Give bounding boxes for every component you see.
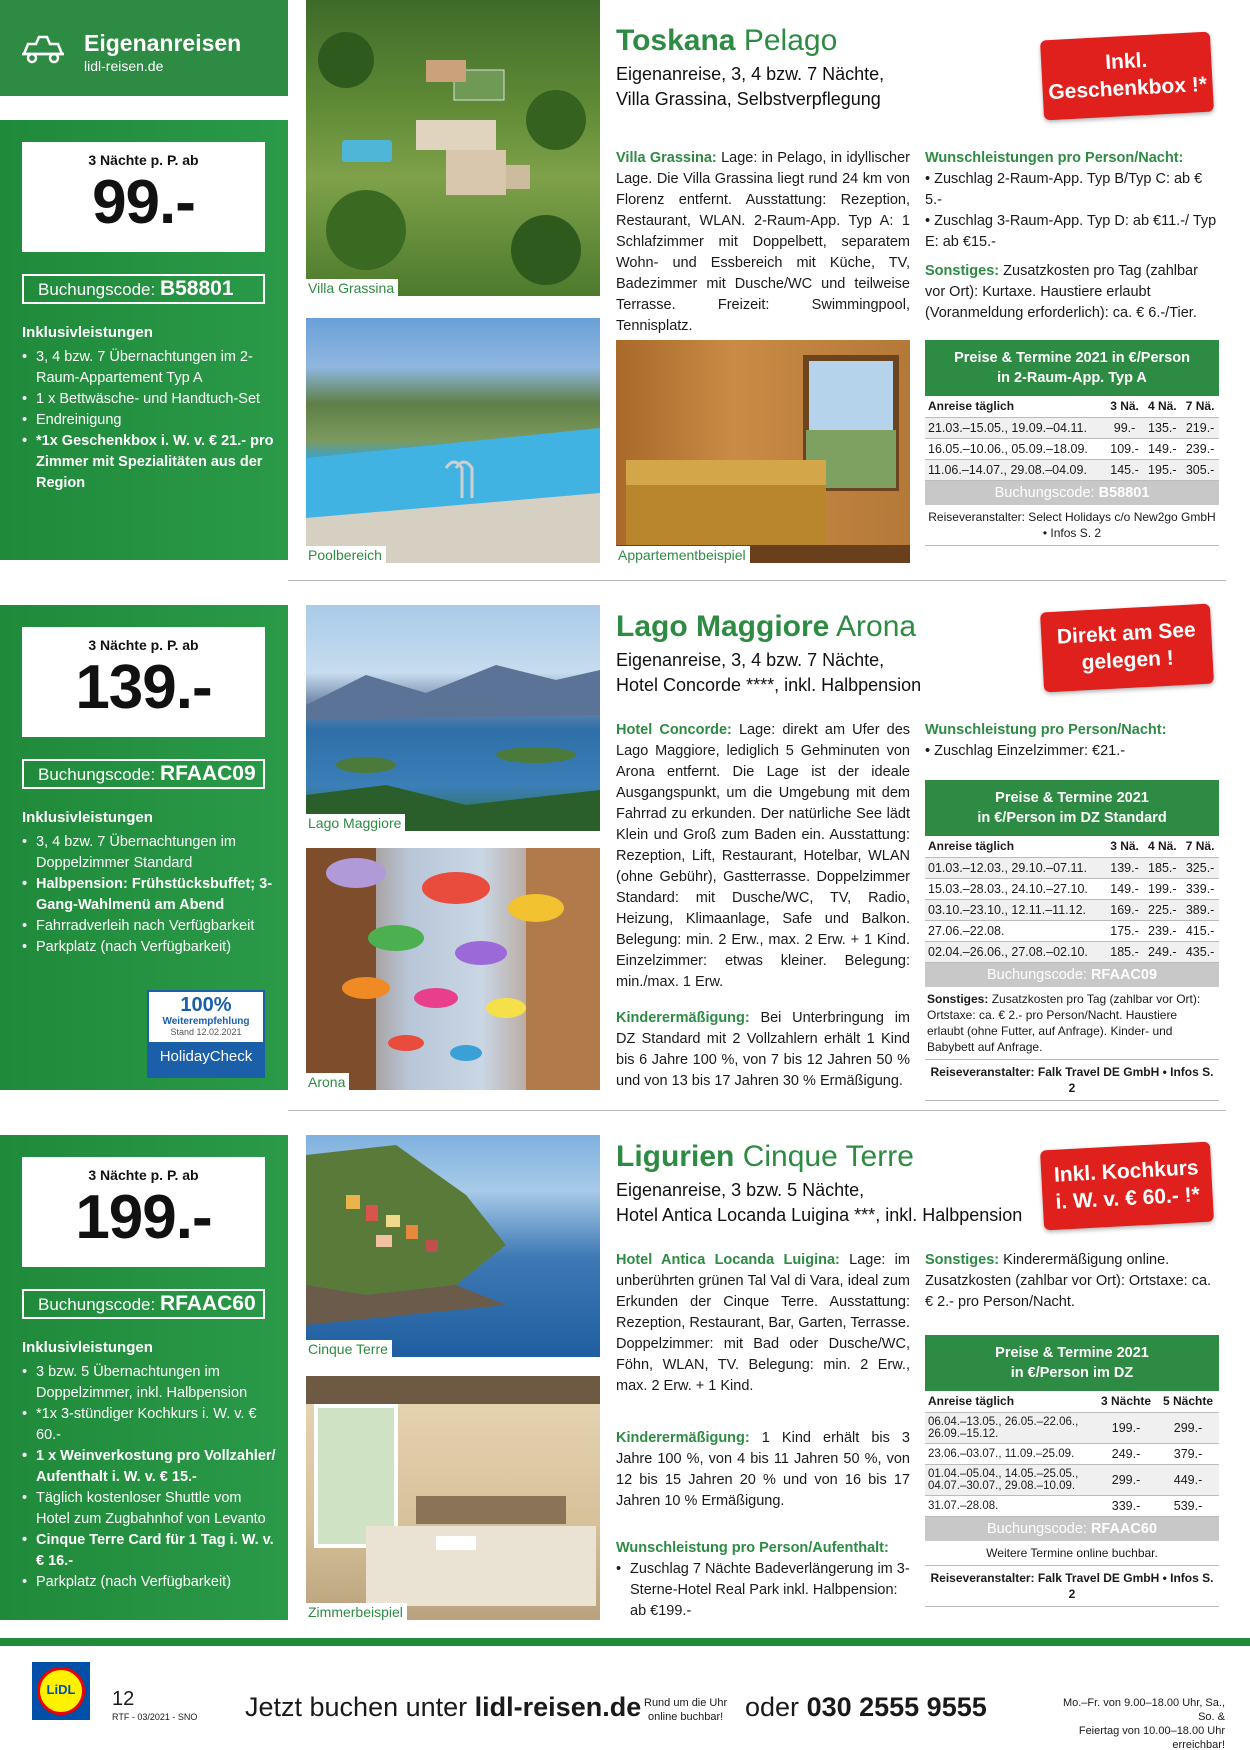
photo-zimmer (306, 1376, 600, 1620)
clock-line: online buchbar! (647, 1711, 724, 1723)
hc-brand: HolidayCheck (149, 1042, 263, 1076)
table-head: 7 Nä. (1181, 836, 1219, 857)
table-row (925, 1464, 1219, 1495)
table-cell: 415.- (1181, 920, 1219, 941)
table-head: 4 Nä. (1143, 396, 1181, 417)
offer-1-sidebar (0, 120, 288, 560)
price-table-header (925, 780, 1219, 836)
offer-2-sidebar (0, 605, 288, 1090)
offer-3-sidebar (0, 1135, 288, 1620)
price-table (925, 396, 1219, 481)
organizer: Reiseveranstalter: Falk Travel DE GmbH • Infos S. 2 (925, 1060, 1219, 1101)
table-row (925, 438, 1219, 459)
photo-lago-maggiore (306, 605, 600, 831)
wish-text: Zuschlag 3-Raum-App. Typ D: ab €11.-/ Typ E: ab €15.- (925, 213, 1217, 250)
extras-text: Zusatzkosten pro Tag (zahlbar vor Ort): Ortstaxe: ca. € 2.- pro Person/Nacht. Haustiere erlaubt (ohne Futter, auf Anfrage). Kinder- und Babybett auf Anfrage. (927, 991, 1201, 1054)
table-cell: 219.- (1181, 417, 1219, 438)
villa-aerial-illustration (306, 0, 600, 296)
footer-hours (1050, 1696, 1225, 1750)
table-cell: 11.06.–14.07., 29.08.–04.09. (925, 459, 1106, 480)
price-value: 139.- (75, 653, 212, 722)
lidl-logo (32, 1662, 90, 1720)
price-table-booking-code[interactable] (925, 963, 1219, 987)
booking-code-value: RFAAC09 (159, 762, 256, 785)
price-table-booking-code[interactable] (925, 1517, 1219, 1541)
extras-title: Sonstiges: (927, 991, 989, 1006)
price-table (925, 836, 1219, 963)
title-place: Arona (836, 610, 917, 643)
inclusion-item: • Fahrradverleih nach Verfügbarkeit (22, 916, 277, 937)
offer-3-badge (1040, 1142, 1214, 1231)
table-row (925, 941, 1219, 962)
or-label: oder (745, 1692, 800, 1722)
offer-3-title (616, 1140, 914, 1174)
inclusion-item: • Cinque Terre Card für 1 Tag i. W. v. € 16.- (22, 1530, 277, 1572)
inclusion-item: • Täglich kostenloser Shuttle vom Hotel zum Zugbahnhof von Levanto (22, 1488, 277, 1530)
inclusion-item: • Parkplatz (nach Verfügbarkeit) (22, 1572, 277, 1593)
table-head: 4 Nä. (1143, 836, 1181, 857)
offer-2-badge (1040, 604, 1214, 693)
table-cell: 195.- (1143, 459, 1181, 480)
table-head: 7 Nä. (1181, 396, 1219, 417)
wishes-title: Wunschleistung pro Person/Nacht: (925, 722, 1167, 738)
table-cell: 31.07.–28.08. (925, 1495, 1095, 1516)
table-head: Anreise täglich (925, 836, 1106, 857)
price-table-booking-code[interactable] (925, 481, 1219, 505)
offer-3-price-table (925, 1335, 1219, 1607)
offer-1-price-box (22, 142, 265, 252)
table-title-line: Preise & Termine 2021 in €/Person (954, 350, 1190, 366)
kids-heading: Kinderermäßigung: (616, 1010, 750, 1026)
badge-line: Direkt am See (1056, 618, 1197, 649)
extras (925, 987, 1219, 1060)
inclusion-item: • 3, 4 bzw. 7 Übernachtungen im 2-Raum-Appartement Typ A (22, 347, 277, 389)
footer-phone (745, 1692, 987, 1723)
photo-caption: Cinque Terre (306, 1340, 392, 1357)
table-cell: 225.- (1143, 899, 1181, 920)
page-number: 12 (112, 1688, 135, 1710)
footer-url[interactable]: lidl-reisen.de (474, 1692, 642, 1722)
hc-percent: 100% (180, 994, 232, 1016)
table-cell: 185.- (1143, 857, 1181, 878)
booking-code-label: Buchungscode: (38, 765, 156, 784)
photo-caption: Arona (306, 1073, 349, 1090)
offer-3-subtitle (616, 1178, 1022, 1228)
photo-caption: Zimmerbeispiel (306, 1603, 407, 1620)
footer-clock-note (644, 1696, 727, 1724)
price-label: 3 Nächte p. P. ab (88, 152, 199, 168)
table-row (925, 899, 1219, 920)
table-head: 3 Nä. (1106, 396, 1144, 417)
offer-1-price-table (925, 340, 1219, 546)
photo-caption: Appartementbeispiel (616, 546, 750, 563)
logo-text: LiDL (46, 1682, 76, 1697)
section-divider (288, 580, 1226, 581)
table-cell: 02.04.–26.06., 27.08.–02.10. (925, 941, 1106, 962)
extras-title: Sonstiges: (925, 263, 1000, 279)
offer-3-kids-discount (616, 1428, 910, 1512)
organizer: Reiseveranstalter: Falk Travel DE GmbH • Infos S. 2 (925, 1566, 1219, 1607)
phone-number[interactable]: 030 2555 9555 (806, 1692, 987, 1722)
coast-illustration (306, 1135, 600, 1357)
offer-2-inclusions (22, 807, 277, 958)
table-row (925, 878, 1219, 899)
table-cell: 135.- (1143, 417, 1181, 438)
booking-code-label: Buchungscode: (38, 280, 156, 299)
table-cell: 175.- (1106, 920, 1144, 941)
offer-2-price-box (22, 627, 265, 737)
description-text: Lage: im unberührten grünen Tal Val di Vara, ideal zum Erkunden der Cinque Terre. Ausstattung: Rezeption, Restaurant, Bar, Garten, Terrasse. Doppelzimmer: mit Bad oder Dusche/WC, Föhn, WLAN, TV. Belegung: min. 2 Erw., max. 2 Erw. + 1 Kind. (616, 1252, 910, 1394)
table-title-line: Preise & Termine 2021 (995, 1345, 1149, 1361)
wish-item: • Zuschlag 2-Raum-App. Typ B/Typ C: ab € 5.- (925, 171, 1203, 208)
offer-3-booking-code[interactable] (22, 1289, 265, 1319)
price-value: 99.- (92, 168, 195, 237)
brand-url[interactable]: lidl-reisen.de (84, 58, 164, 74)
table-cell: 239.- (1181, 438, 1219, 459)
booking-code-label: Buchungscode: (986, 966, 1087, 983)
wish-item: • Zuschlag 3-Raum-App. Typ D: ab €11.-/ Typ E: ab €15.- (925, 213, 1217, 250)
price-label: 3 Nächte p. P. ab (88, 1167, 199, 1183)
photo-cinque-terre (306, 1135, 600, 1357)
table-cell: 379.- (1157, 1443, 1219, 1464)
photo-arona (306, 848, 600, 1090)
table-row (925, 1443, 1219, 1464)
inclusion-item: • *1x Geschenkbox i. W. v. € 21.- pro Zimmer mit Spezialitäten aus der Region (22, 431, 277, 494)
subtitle-line: Hotel Concorde ****, inkl. Halbpension (616, 675, 922, 695)
description-text: Lage: direkt am Ufer des Lago Maggiore, lediglich 5 Gehminuten von Arona entfernt. Die Lage ist der ideale Ausgangspunkt, um die Umgebung mit dem Fahrrad zu erkunden. Der natürliche See lädt Klein und Groß zum Baden ein. Ausstattung: Rezeption, Lift, Restaurant, Hotelbar, WLAN (ohne Gebühr), Gastterrasse. Doppelzimmer Standard: mit Dusche/WC, TV, Radio, Heizung, Klimaanlage, Safe und Balkon. Belegung: min. 2 Erw., max. 2 Erw. + 1 Kind. Einzelzimmer: etwas kleiner. Belegung: min./max. 1 Erw. (616, 722, 911, 990)
extras-text: Kinderermäßigung online. Zusatzkosten (zahlbar vor Ort): Ortstaxe: ca. € 2.- pro Person/Nacht. (925, 1252, 1212, 1310)
offer-2-price-table (925, 780, 1219, 1101)
table-title-line: in €/Person im DZ Standard (977, 810, 1167, 826)
description-heading: Hotel Antica Locanda Luigina: (616, 1252, 840, 1268)
photo-pool (306, 318, 600, 563)
pool-illustration (306, 318, 600, 563)
inclusion-item: • 3 bzw. 5 Übernachtungen im Doppelzimmer, inkl. Halbpension (22, 1362, 277, 1404)
table-cell: 339.- (1181, 878, 1219, 899)
table-row (925, 857, 1219, 878)
book-label: Jetzt buchen unter (245, 1692, 468, 1722)
wish-item: • Zuschlag 7 Nächte Badeverlängerung im 3-Sterne-Hotel Real Park inkl. Halbpension: ab €199.- (616, 1561, 910, 1619)
booking-code-label: Buchungscode: (986, 1520, 1087, 1537)
wish-text: Zuschlag 2-Raum-App. Typ B/Typ C: ab € 5.- (925, 171, 1203, 208)
offer-1-badge (1040, 32, 1214, 121)
inclusions-title: Inklusivleistungen (22, 1339, 153, 1356)
table-title-line: Preise & Termine 2021 (995, 790, 1149, 806)
table-cell: 21.03.–15.05., 19.09.–04.11. (925, 417, 1106, 438)
extras-text: Zusatzkosten pro Tag (zahlbar vor Ort): Kurtaxe. Haustiere erlaubt (Voranmeldung erforderlich): ca. € 6.-/Tier. (925, 263, 1198, 321)
offer-1-description (616, 148, 910, 337)
price-table-header (925, 1335, 1219, 1391)
wishes-title: Wunschleistung pro Person/Aufenthalt: (616, 1540, 889, 1556)
offer-1-booking-code[interactable] (22, 274, 265, 304)
table-head: Anreise täglich (925, 396, 1106, 417)
title-place: Pelago (743, 24, 838, 57)
page-code: RTF - 03/2021 - SNO (112, 1712, 198, 1722)
car-icon (20, 32, 66, 66)
footer-rule (0, 1638, 1250, 1646)
inclusions-title: Inklusivleistungen (22, 809, 153, 826)
title-region: Lago Maggiore (616, 610, 830, 643)
extras (925, 261, 1219, 324)
booking-code-value: RFAAC60 (159, 1292, 256, 1315)
table-cell: 305.- (1181, 459, 1219, 480)
organizer: Reiseveranstalter: Select Holidays c/o New2go GmbH • Infos S. 2 (925, 505, 1219, 546)
table-cell: 99.- (1106, 417, 1144, 438)
bedroom-illustration (616, 340, 910, 563)
table-cell: 149.- (1106, 878, 1144, 899)
table-cell: 15.03.–28.03., 24.10.–27.10. (925, 878, 1106, 899)
table-cell: 249.- (1143, 941, 1181, 962)
extras-title: Sonstiges: (925, 1252, 1000, 1268)
kids-heading: Kinderermäßigung: (616, 1430, 750, 1446)
offer-1-title (616, 24, 837, 58)
title-region: Ligurien (616, 1140, 735, 1173)
table-title-line: in 2-Raum-App. Typ A (997, 370, 1147, 386)
table-cell: 109.- (1106, 438, 1144, 459)
offer-1-wishes (925, 148, 1219, 324)
photo-caption: Villa Grassina (306, 279, 398, 296)
table-cell: 249.- (1095, 1443, 1157, 1464)
wish-item: • Zuschlag Einzelzimmer: €21.- (925, 743, 1126, 759)
description-heading: Hotel Concorde: (616, 722, 732, 738)
wish-text: Zuschlag 7 Nächte Badeverlängerung im 3-Sterne-Hotel Real Park inkl. Halbpension: ab €199.- (630, 1561, 910, 1619)
table-row (925, 1495, 1219, 1516)
title-place: Cinque Terre (742, 1140, 914, 1173)
table-row (925, 920, 1219, 941)
booking-code-label: Buchungscode: (994, 484, 1095, 501)
table-row (925, 1412, 1219, 1443)
offer-1-inclusions (22, 322, 277, 494)
offer-3-price-box (22, 1157, 265, 1267)
table-title-line: in €/Person im DZ (1010, 1365, 1134, 1381)
booking-code-label: Buchungscode: (38, 1295, 156, 1314)
inclusion-item: • Parkplatz (nach Verfügbarkeit) (22, 937, 277, 958)
price-table (925, 1391, 1219, 1517)
offer-3-extras (925, 1250, 1219, 1313)
table-row (925, 459, 1219, 480)
hc-label: Weiterempfehlung (162, 1016, 250, 1027)
inclusion-item: • Halbpension: Frühstücksbuffet; 3-Gang-Wahlmenü am Abend (22, 874, 277, 916)
wish-text: Zuschlag Einzelzimmer: €21.- (934, 743, 1126, 759)
description-text: Lage: in Pelago, in idyllischer Lage. Die Villa Grassina liegt rund 24 km von Florenz entfernt. Ausstattung: Rezeption, Restaurant, WLAN. 2-Raum-App. Typ A: 1 Schlafzimmer mit Doppelbett, separatem Wohn- und Essbereich mit Küche, TV, Badezimmer mit Dusche/WC und teilweise Terrasse. Freizeit: Swimmingpool, Tennisplatz. (616, 150, 910, 334)
table-cell: 01.04.–05.04., 14.05.–25.05., 04.07.–30.07., 29.08.–10.09. (925, 1464, 1095, 1495)
table-cell: 03.10.–23.10., 12.11.–11.12. (925, 899, 1106, 920)
badge-line: Geschenkbox !* (1047, 72, 1208, 105)
kids-text: Bei Unterbringung im DZ Standard mit 2 Vollzahlern erhält 1 Kind bis 6 Jahre 100 %, von 7 bis 12 Jahren 50 % und von 13 bis 17 Jahren 30 % Ermäßigung. (616, 1010, 910, 1089)
booking-code-value: RFAAC09 (1090, 966, 1158, 983)
inclusion-item: • 1 x Bettwäsche- und Handtuch-Set (22, 389, 277, 410)
hotel-room-illustration (306, 1376, 600, 1620)
offer-3-description (616, 1250, 910, 1397)
table-cell: 27.06.–22.08. (925, 920, 1106, 941)
offer-2-booking-code[interactable] (22, 759, 265, 789)
price-label: 3 Nächte p. P. ab (88, 637, 199, 653)
table-cell: 01.03.–12.03., 29.10.–07.11. (925, 857, 1106, 878)
table-cell: 299.- (1157, 1412, 1219, 1443)
table-cell: 199.- (1095, 1412, 1157, 1443)
badge-line: Inkl. (1104, 48, 1148, 75)
lake-illustration (306, 605, 600, 831)
description-heading: Villa Grassina: (616, 150, 717, 166)
badge-line: Inkl. Kochkurs (1053, 1156, 1200, 1187)
table-cell: 435.- (1181, 941, 1219, 962)
inclusion-item: • *1x 3-stündiger Kochkurs i. W. v. € 60.- (22, 1404, 277, 1446)
offer-1-subtitle (616, 62, 884, 112)
photo-villa-grassina (306, 0, 600, 296)
table-cell: 185.- (1106, 941, 1144, 962)
title-region: Toskana (616, 24, 736, 57)
price-value: 199.- (75, 1183, 212, 1252)
kids-text: 1 Kind erhält bis 3 Jahre 100 %, von 4 bis 11 Jahren 50 %, von 12 bis 15 Jahren 20 % und von 16 bis 17 Jahren 10 % Ermäßigung. (616, 1430, 910, 1509)
subtitle-line: Eigenanreise, 3, 4 bzw. 7 Nächte, (616, 650, 885, 670)
footer-book-online (245, 1692, 641, 1723)
offer-2-subtitle (616, 648, 921, 698)
table-cell: 169.- (1106, 899, 1144, 920)
table-head: 5 Nächte (1157, 1391, 1219, 1412)
table-head: 3 Nächte (1095, 1391, 1157, 1412)
hc-date: Stand 12.02.2021 (170, 1027, 242, 1037)
table-cell: 239.- (1143, 920, 1181, 941)
table-cell: 199.- (1143, 878, 1181, 899)
offer-2-title (616, 610, 916, 644)
booking-code-value: RFAAC60 (1090, 1520, 1158, 1537)
photo-caption: Poolbereich (306, 546, 386, 563)
subtitle-line: Hotel Antica Locanda Luigina ***, inkl. Halbpension (616, 1205, 1023, 1225)
table-cell: 16.05.–10.06., 05.09.–18.09. (925, 438, 1106, 459)
table-row (925, 417, 1219, 438)
photo-caption: Lago Maggiore (306, 814, 405, 831)
table-head: 3 Nä. (1106, 836, 1144, 857)
offer-3-wishes (616, 1538, 910, 1622)
brand-title: Eigenanreisen (84, 30, 242, 56)
inclusions-title: Inklusivleistungen (22, 324, 153, 341)
badge-line: i. W. v. € 60.- !* (1054, 1183, 1201, 1214)
table-cell: 299.- (1095, 1464, 1157, 1495)
offer-2-wishes (925, 720, 1219, 762)
offer-2-description (616, 720, 910, 993)
table-cell: 539.- (1157, 1495, 1219, 1516)
holidaycheck-badge (147, 990, 265, 1078)
inclusion-item: • 3, 4 bzw. 7 Übernachtungen im Doppelzimmer Standard (22, 832, 277, 874)
table-cell: 145.- (1106, 459, 1144, 480)
brand-header (0, 0, 288, 96)
table-cell: 339.- (1095, 1495, 1157, 1516)
offer-3-inclusions (22, 1337, 277, 1593)
offer-2-kids-discount (616, 1008, 910, 1092)
section-divider (288, 1110, 1226, 1111)
umbrellas-illustration (306, 848, 600, 1090)
subtitle-line: Villa Grassina, Selbstverpflegung (616, 89, 881, 109)
table-cell: 139.- (1106, 857, 1144, 878)
booking-code-value: B58801 (1098, 484, 1150, 501)
table-head: Anreise täglich (925, 1391, 1095, 1412)
subtitle-line: Eigenanreise, 3 bzw. 5 Nächte, (616, 1180, 865, 1200)
subtitle-line: Eigenanreise, 3, 4 bzw. 7 Nächte, (616, 64, 885, 84)
table-cell: 23.06.–03.07., 11.09.–25.09. (925, 1443, 1095, 1464)
more-dates-note: Weitere Termine online buchbar. (925, 1541, 1219, 1566)
inclusion-item: • Endreinigung (22, 410, 277, 431)
wishes-title: Wunschleistungen pro Person/Nacht: (925, 150, 1184, 166)
badge-line: gelegen ! (1081, 646, 1175, 675)
clock-line: Rund um die Uhr (644, 1697, 728, 1709)
inclusion-item: • 1 x Weinverkostung pro Vollzahler/ Aufenthalt i. W. v. € 15.- (22, 1446, 277, 1488)
table-cell: 06.04.–13.05., 26.05.–22.06., 26.09.–15.12. (925, 1412, 1095, 1443)
table-cell: 149.- (1143, 438, 1181, 459)
booking-code-value: B58801 (159, 277, 234, 300)
hours-line: Feiertag von 10.00–18.00 Uhr erreichbar! (1078, 1725, 1225, 1750)
table-cell: 325.- (1181, 857, 1219, 878)
price-table-header (925, 340, 1219, 396)
hours-line: Mo.–Fr. von 9.00–18.00 Uhr, Sa., So. & (1062, 1697, 1225, 1723)
table-cell: 449.- (1157, 1464, 1219, 1495)
table-cell: 389.- (1181, 899, 1219, 920)
photo-appartement (616, 340, 910, 563)
